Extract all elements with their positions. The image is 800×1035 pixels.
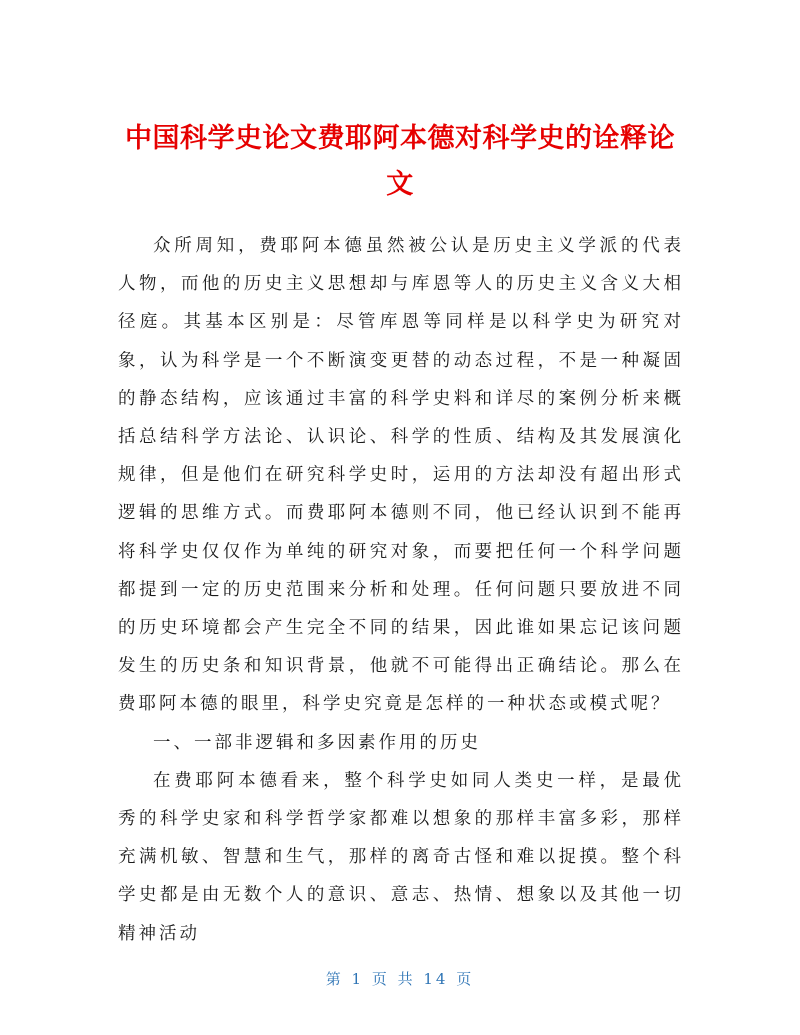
paragraph-intro: 众所周知，费耶阿本德虽然被公认是历史主义学派的代表人物，而他的历史主义思想却与库恩等人的历史主义含义大相径庭。其基本区别是：尽管库恩等同样是以科学史为研究对象，认为科学是一个不断演变更替的动态过程，不是一种凝固的静态结构，应该通过丰富的科学史料和详尽的案例分析来概括总结科学方法论、认识论、科学的性质、结构及其发展演化规律，但是他们在研究科学史时，运用的方法却没有超出形式逻辑的思维方式。而费耶阿本德则不同，他已经认识到不能再将科学史仅仅作为单纯的研究对象，而要把任何一个科学问题都提到一定的历史范围来分析和处理。任何问题只要放进不同的历史环境都会产生完全不同的结果，因此谁如果忘记该问题发生的历史条和知识背景，他就不可能得出正确结论。那么在费耶阿本德的眼里，科学史究竟是怎样的一种状态或模式呢？: [118, 236, 684, 715]
section-heading: 一、一部非逻辑和多因素作用的历史: [153, 732, 481, 753]
document-title: 中国科学史论文费耶阿本德对科学史的诠释论文: [125, 123, 675, 201]
document-body: [118, 227, 684, 953]
page-number: 第 1 页 共 14 页: [325, 970, 475, 988]
paragraph-section-1: 在费耶阿本德看来，整个科学史如同人类史一样，是最优秀的科学史家和科学哲学家都难以想象的那样丰富多彩，那样充满机敏、智慧和生气，那样的离奇古怪和难以捉摸。整个科学史都是由无数个人的意识、意志、热情、想象以及其他一切精神活动: [118, 770, 684, 944]
